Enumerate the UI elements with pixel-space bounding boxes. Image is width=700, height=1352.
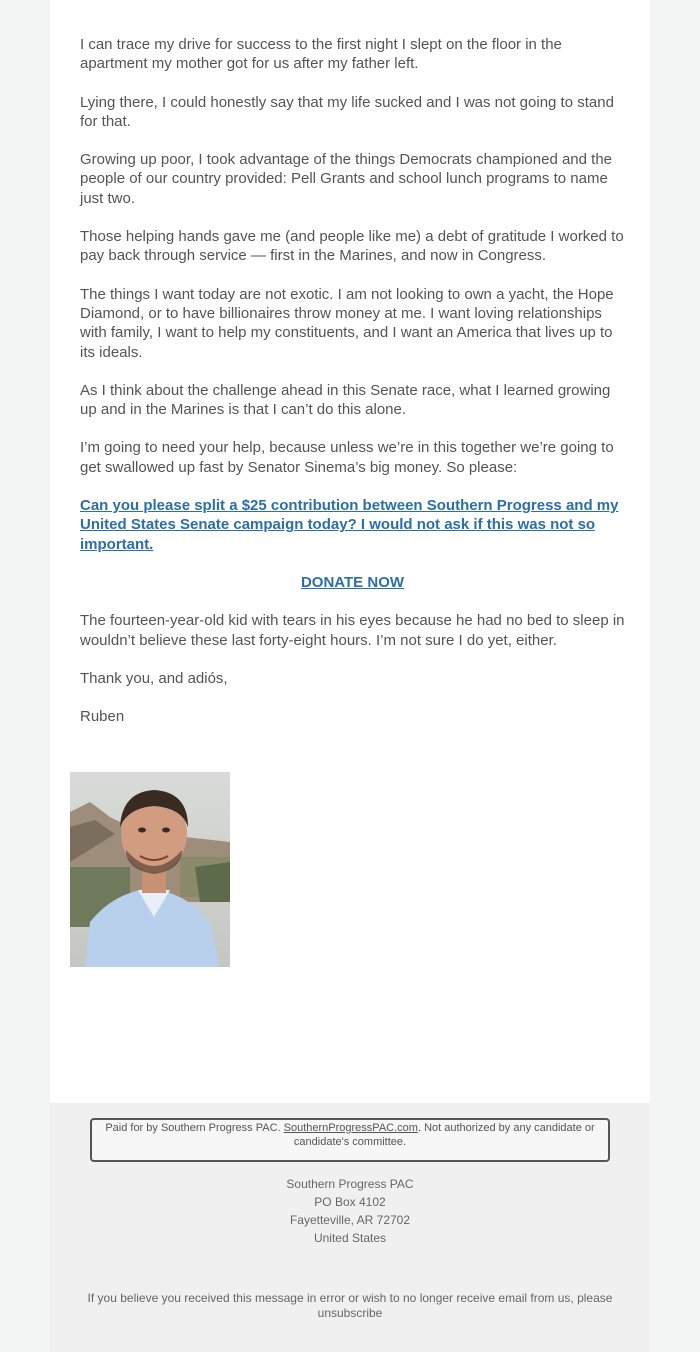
closing-paragraph: The fourteen-year-old kid with tears in his eyes because he had no bed to sleep in wouldn’t believe these last forty-eight hours. I’m not sure I do yet, either. [80, 612, 625, 649]
paragraph: Those helping hands gave me (and people like me) a debt of gratitude I worked to pay back through service — first in the Marines, and now in Congress. [80, 228, 624, 265]
email-body [80, 35, 625, 745]
candidate-photo [70, 772, 230, 967]
paragraph: The things I want today are not exotic. I am not looking to own a yacht, the Hope Diamond, or to have billionaires throw money at me. I want loving relationships with family, I want to help my constituents, and I want an America that lives up to its ideals. [80, 285, 614, 361]
paragraph: Lying there, I could honestly say that my life sucked and I was not going to stand for that. [80, 93, 614, 130]
donate-now-link[interactable]: DONATE NOW [300, 573, 405, 591]
address-line: PO Box 4102 [314, 1195, 386, 1209]
address-line: Southern Progress PAC [286, 1177, 414, 1191]
contribution-ask-link[interactable]: Can you please split a $25 contribution between Southern Progress and my United States Senate campaign today? I would not ask if this was not so important. [80, 497, 619, 553]
ask-paragraph [80, 496, 625, 554]
address-line: Fayetteville, AR 72702 [289, 1213, 411, 1227]
paragraph: As I think about the challenge ahead in this Senate race, what I learned growing up and in the Marines is that I can’t do this alone. [80, 381, 611, 419]
donate-paragraph [80, 573, 625, 592]
disclaimer-prefix: Paid for by Southern Progress PAC. [105, 1122, 284, 1134]
paragraph: I’m going to need your help, because unless we’re in this together we’re going to get swallowed up fast by Senator Sinema’s big money. So please: [80, 439, 614, 476]
signoff: Thank you, and adiós, [80, 669, 228, 687]
pac-website-link[interactable]: SouthernProgressPAC.com [283, 1122, 418, 1134]
paid-for-disclaimer [90, 1118, 610, 1162]
paragraph: Growing up poor, I took advantage of the things Democrats championed and the people of our country provided: Pell Grants and school lunch programs to name just two. [80, 151, 613, 207]
email-footer [50, 1103, 650, 1352]
address-line: United States [313, 1231, 387, 1245]
signature: Ruben [80, 708, 125, 726]
disclaimer-suffix: . Not authorized by any candidate or candidate's committee. [293, 1122, 595, 1148]
mailing-address [50, 1175, 650, 1247]
paragraph: I can trace my drive for success to the first night I slept on the floor in the apartment my mother got for us after my father left. [80, 36, 562, 73]
unsubscribe-notice[interactable]: If you believe you received this message in error or wish to no longer receive email from us, please unsubscribe [87, 1291, 613, 1320]
email-card [50, 0, 650, 1103]
